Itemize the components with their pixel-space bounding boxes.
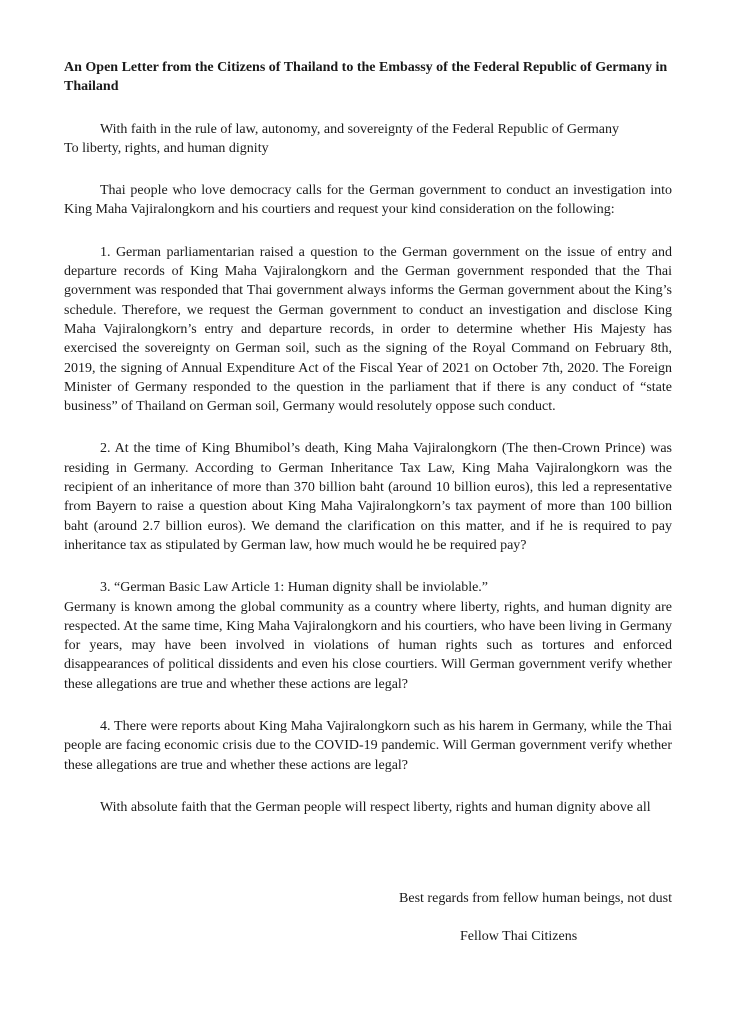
point-3-section [64,578,672,694]
regards-line [64,889,672,908]
intro-paragraph: Thai people who love democracy calls for the German government to conduct an investigation into King Maha Vajiralongkorn and his courtiers and request your kind consideration on the following: [64,183,672,218]
point-3-body: Germany is known among the global community as a country where liberty, rights, and human dignity are respected. At the same time, King Maha Vajiralongkorn and his courtiers, who have been living in Germany for years, may have been involved in violations of human rights such as tortures and enforced disappearances of political dissidents and even his close courtiers. Will German government verify whether these allegations are true and whether these actions are legal? [64,599,672,692]
signature-text: Fellow Thai Citizens [460,929,578,944]
closing-paragraph: With absolute faith that the German people will respect liberty, rights and human dignity above all [100,799,651,815]
opening-line-1: With faith in the rule of law, autonomy, and sovereignty of the Federal Republic of Germany [100,121,619,137]
regards-text: Best regards from fellow human beings, not dust [399,891,672,906]
letter-title: An Open Letter from the Citizens of Thailand to the Embassy of the Federal Republic of Germany in Thailand [64,60,668,95]
point-3-heading: 3. “German Basic Law Article 1: Human dignity shall be inviolable.” [100,580,489,596]
point-4-paragraph: 4. There were reports about King Maha Vajiralongkorn such as his harem in Germany, while the Thai people are facing economic crisis due to the COVID-19 pandemic. Will German government verify whether these allegations are true and whether these actions are legal? [64,719,672,773]
letter-body [64,58,672,817]
opening-dedication [64,120,672,159]
point-2-paragraph: 2. At the time of King Bhumibol’s death, King Maha Vajiralongkorn (The then-Crown Prince) was residing in Germany. According to German Inheritance Tax Law, King Maha Vajiralongkorn was the recipient of an inheritance of more than 370 billion baht (around 10 billion euros), this led a representative from Bayern to raise a question about King Maha Vajiralongkorn’s tax payment of more than 100 billion baht (around 2.7 billion euros). We demand the clarification on this matter, and if he is required to pay inheritance tax as stipulated by German law, how much would he be required pay? [64,441,672,553]
point-1-paragraph: 1. German parliamentarian raised a question to the German government on the issue of entry and departure records of King Maha Vajiralongkorn and the German government responded that the Thai government was responded that Thai government always informs the German government about the King’s schedule. Therefore, we request the German government to conduct an investigation and disclose King Maha Vajiralongkorn’s entry and departure records, in order to determine whether His Majesty has exercised the sovereignty on German soil, such as the signing of the Royal Command on February 8th, 2019, the signing of Annual Expenditure Act of the Fiscal Year of 2021 on October 7th, 2020. The Foreign Minister of Germany responded to the question in the parliament that if there is any conduct of “state business” of Thailand on German soil, Germany would resolutely oppose such conduct. [64,244,672,415]
opening-line-2: To liberty, rights, and human dignity [64,140,269,156]
